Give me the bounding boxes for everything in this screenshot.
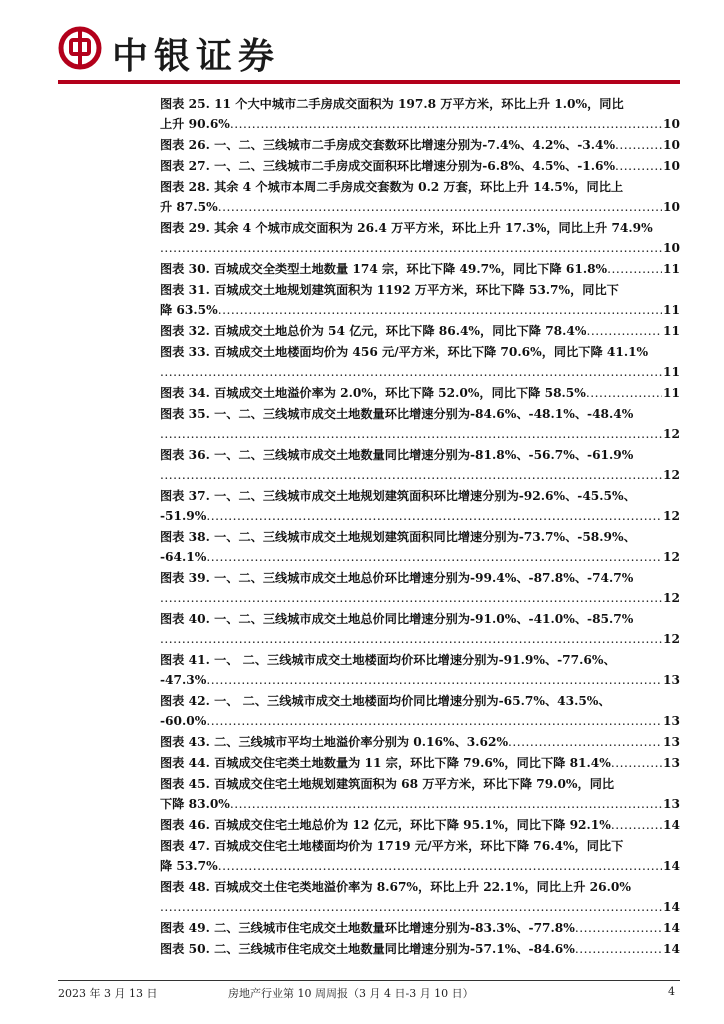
toc-entry-last-line (160, 794, 680, 814)
toc-entry-last-line (160, 856, 680, 876)
toc-entry-last-line (160, 547, 680, 567)
toc-entry-last-line (160, 114, 680, 134)
toc-leader-dots (218, 856, 662, 876)
toc-leader-dots (160, 424, 662, 444)
toc-leader-dots (206, 506, 662, 526)
toc-entry-last-line (160, 259, 680, 279)
toc-page-number: 11 (663, 386, 680, 400)
toc-leader-dots (586, 321, 662, 341)
toc-entry-text: 上升 90.6% (160, 117, 230, 131)
toc-entry[interactable] (160, 918, 680, 938)
footer-date: 2023 年 3 月 13 日 (58, 987, 158, 1000)
toc-entry-last-line (160, 753, 680, 773)
toc-leader-dots (230, 794, 662, 814)
toc-entry-text: 图表 35. 一、二、三线城市成交土地数量环比增速分别为-84.6%、-48.1%、-48.4% (160, 407, 634, 421)
toc-entry-line (160, 774, 680, 794)
toc-leader-dots (160, 629, 662, 649)
toc-page-number: 12 (663, 591, 680, 605)
toc-leader-dots (206, 670, 662, 690)
toc-entry[interactable] (160, 135, 680, 155)
toc-entry-last-line (160, 383, 680, 403)
toc-leader-dots (160, 465, 662, 485)
toc-entry-text: -47.3% (160, 673, 207, 687)
toc-entry-text: -51.9% (160, 509, 207, 523)
toc-entry[interactable] (160, 342, 680, 382)
toc-entry-text: 图表 49. 二、三线城市住宅成交土地数量环比增速分别为-83.3%、-77.8% (160, 921, 575, 935)
toc-entry-line (160, 486, 680, 506)
page-header (0, 0, 724, 90)
toc-entry[interactable] (160, 486, 680, 526)
toc-leader-dots (160, 897, 662, 917)
toc-entry-last-line (160, 238, 680, 258)
toc-entry-line (160, 342, 680, 362)
toc-page-number: 13 (663, 714, 680, 728)
toc-page-number: 11 (663, 262, 680, 276)
toc-entry-last-line (160, 711, 680, 731)
toc-page-number: 12 (663, 509, 680, 523)
toc-entry-text: 图表 25. 11 个大中城市二手房成交面积为 197.8 万平方米，环比上升 1.0%，同比 (160, 97, 624, 111)
toc-entry[interactable] (160, 321, 680, 341)
toc-entry[interactable] (160, 568, 680, 608)
toc-leader-dots (160, 362, 662, 382)
toc-entry-text: 图表 32. 百城成交土地总价为 54 亿元，环比下降 86.4%，同比下降 78.4% (160, 324, 587, 338)
toc-entry-text: 图表 28. 其余 4 个城市本周二手房成交套数为 0.2 万套，环比上升 14.5%，同比上 (160, 180, 624, 194)
toc-entry-text: 图表 37. 一、二、三线城市成交土地规划建筑面积环比增速分别为-92.6%、-45.5%、 (160, 489, 636, 503)
toc-entry-last-line (160, 424, 680, 444)
toc-entry[interactable] (160, 177, 680, 217)
brand-name: 中银证券 (112, 36, 281, 77)
toc-page-number: 11 (663, 303, 680, 317)
toc-leader-dots (575, 939, 662, 959)
toc-entry-line (160, 836, 680, 856)
toc-leader-dots (611, 753, 662, 773)
toc-leader-dots (586, 383, 662, 403)
toc-entry[interactable] (160, 691, 680, 731)
toc-entry[interactable] (160, 815, 680, 835)
toc-entry-text: 图表 42. 一、 二、三线城市成交土地楼面均价同比增速分别为-65.7%、43.5%、 (160, 694, 611, 708)
figure-list (160, 94, 680, 960)
toc-entry-last-line (160, 300, 680, 320)
toc-entry-text: 图表 33. 百城成交土地楼面均价为 456 元/平方米，环比下降 70.6%，同比下降 41.1% (160, 345, 649, 359)
toc-entry-last-line (160, 465, 680, 485)
toc-entry-text: 升 87.5% (160, 200, 218, 214)
toc-entry-line (160, 609, 680, 629)
toc-entry[interactable] (160, 527, 680, 567)
toc-leader-dots (206, 547, 662, 567)
toc-leader-dots (508, 732, 662, 752)
toc-entry-text: 图表 41. 一、 二、三线城市成交土地楼面均价环比增速分别为-91.9%、-77.6%、 (160, 653, 616, 667)
toc-entry-last-line (160, 362, 680, 382)
toc-entry-last-line (160, 815, 680, 835)
toc-entry-text: 图表 47. 百城成交住宅土地楼面均价为 1719 元/平方米，环比下降 76.4%，同比下 (160, 839, 624, 853)
toc-page-number: 12 (663, 427, 680, 441)
toc-leader-dots (218, 197, 662, 217)
toc-entry-line (160, 527, 680, 547)
toc-entry[interactable] (160, 877, 680, 917)
toc-page-number: 10 (663, 117, 680, 131)
toc-page-number: 12 (663, 550, 680, 564)
toc-entry-text: 图表 44. 百城成交住宅类土地数量为 11 宗，环比下降 79.6%，同比下降 81.4% (160, 756, 611, 770)
toc-entry[interactable] (160, 939, 680, 959)
toc-entry-last-line (160, 197, 680, 217)
toc-entry[interactable] (160, 94, 680, 134)
toc-page-number: 14 (663, 900, 680, 914)
toc-entry-last-line (160, 135, 680, 155)
toc-entry[interactable] (160, 650, 680, 690)
toc-page-number: 13 (663, 756, 680, 770)
toc-entry[interactable] (160, 774, 680, 814)
toc-page-number: 11 (663, 365, 680, 379)
toc-entry-text: 图表 36. 一、二、三线城市成交土地数量同比增速分别为-81.8%、-56.7%、-61.9% (160, 448, 634, 462)
toc-entry[interactable] (160, 732, 680, 752)
toc-entry-text: 图表 38. 一、二、三线城市成交土地规划建筑面积同比增速分别为-73.7%、-58.9%、 (160, 530, 636, 544)
toc-entry-text: 降 63.5% (160, 303, 218, 317)
toc-leader-dots (160, 588, 662, 608)
footer-page-number: 4 (668, 985, 675, 998)
toc-entry-text: 降 53.7% (160, 859, 218, 873)
toc-entry-text: 图表 27. 一、二、三线城市二手房成交面积环比增速分别为-6.8%、4.5%、-1.6% (160, 159, 616, 173)
toc-entry-text: 图表 40. 一、二、三线城市成交土地总价同比增速分别为-91.0%、-41.0%、-85.7% (160, 612, 634, 626)
toc-entry-text: 图表 48. 百城成交土住宅类地溢价率为 8.67%，环比上升 22.1%，同比上升 26.0% (160, 880, 631, 894)
toc-entry-text: 图表 50. 二、三线城市住宅成交土地数量同比增速分别为-57.1%、-84.6% (160, 942, 575, 956)
toc-leader-dots (615, 135, 662, 155)
toc-entry-text: 图表 43. 二、三线城市平均土地溢价率分别为 0.16%、3.62% (160, 735, 509, 749)
toc-entry-line (160, 404, 680, 424)
toc-page-number: 10 (663, 200, 680, 214)
toc-entry[interactable] (160, 836, 680, 876)
toc-entry[interactable] (160, 404, 680, 444)
toc-leader-dots (607, 259, 662, 279)
toc-leader-dots (206, 711, 662, 731)
toc-entry[interactable] (160, 218, 680, 258)
toc-entry[interactable] (160, 609, 680, 649)
toc-entry-last-line (160, 939, 680, 959)
toc-entry-text: 图表 30. 百城成交全类型土地数量 174 宗，环比下降 49.7%，同比下降 61.8% (160, 262, 608, 276)
toc-page-number: 12 (663, 632, 680, 646)
toc-entry-last-line (160, 918, 680, 938)
toc-entry-last-line (160, 321, 680, 341)
toc-entry-line (160, 177, 680, 197)
toc-entry-last-line (160, 629, 680, 649)
toc-leader-dots (230, 114, 662, 134)
toc-entry-text: 图表 34. 百城成交土地溢价率为 2.0%，环比下降 52.0%，同比下降 58.5% (160, 386, 586, 400)
toc-entry-text: 图表 31. 百城成交土地规划建筑面积为 1192 万平方米，环比下降 53.7%，同比下 (160, 283, 619, 297)
toc-entry-line (160, 280, 680, 300)
toc-page-number: 14 (663, 921, 680, 935)
footer-report-title: 房地产行业第 10 周周报（3 月 4 日-3 月 10 日） (228, 987, 474, 1000)
toc-page-number: 10 (663, 241, 680, 255)
toc-entry-line (160, 877, 680, 897)
toc-entry-text: 下降 83.0% (160, 797, 230, 811)
toc-entry-last-line (160, 506, 680, 526)
toc-entry-text: -60.0% (160, 714, 207, 728)
toc-entry-last-line (160, 670, 680, 690)
toc-entry[interactable] (160, 259, 680, 279)
toc-entry-line (160, 218, 680, 238)
toc-entry-last-line (160, 732, 680, 752)
toc-page-number: 14 (663, 859, 680, 873)
toc-entry-line (160, 445, 680, 465)
toc-entry-text: 图表 39. 一、二、三线城市成交土地总价环比增速分别为-99.4%、-87.8%、-74.7% (160, 571, 634, 585)
toc-entry-text: 图表 29. 其余 4 个城市成交面积为 26.4 万平方米，环比上升 17.3%，同比上升 74.9% (160, 221, 653, 235)
toc-entry-line (160, 568, 680, 588)
toc-page-number: 10 (663, 159, 680, 173)
toc-page-number: 10 (663, 138, 680, 152)
toc-page-number: 14 (663, 818, 680, 832)
toc-leader-dots (218, 300, 662, 320)
toc-page-number: 12 (663, 468, 680, 482)
toc-entry-line (160, 691, 680, 711)
toc-page-number: 14 (663, 942, 680, 956)
toc-entry[interactable] (160, 156, 680, 176)
toc-entry[interactable] (160, 445, 680, 485)
toc-entry[interactable] (160, 753, 680, 773)
footer-rule (58, 980, 680, 981)
toc-entry-last-line (160, 897, 680, 917)
toc-leader-dots (575, 918, 662, 938)
toc-entry-last-line (160, 156, 680, 176)
header-rule (58, 80, 680, 84)
toc-leader-dots (160, 238, 662, 258)
toc-entry-text: 图表 45. 百城成交住宅土地规划建筑面积为 68 万平方米，环比下降 79.0%，同比 (160, 777, 615, 791)
toc-page-number: 13 (663, 797, 680, 811)
toc-leader-dots (615, 156, 662, 176)
toc-entry[interactable] (160, 280, 680, 320)
toc-page-number: 13 (663, 735, 680, 749)
toc-page-number: 11 (663, 324, 680, 338)
toc-entry-line (160, 650, 680, 670)
toc-entry-line (160, 94, 680, 114)
toc-entry[interactable] (160, 383, 680, 403)
toc-entry-text: -64.1% (160, 550, 207, 564)
toc-entry-text: 图表 46. 百城成交住宅土地总价为 12 亿元，环比下降 95.1%，同比下降 92.1% (160, 818, 611, 832)
toc-entry-text: 图表 26. 一、二、三线城市二手房成交套数环比增速分别为-7.4%、4.2%、-3.4% (160, 138, 616, 152)
toc-entry-last-line (160, 588, 680, 608)
toc-page-number: 13 (663, 673, 680, 687)
toc-leader-dots (611, 815, 662, 835)
bank-of-china-logo-icon (58, 26, 102, 70)
